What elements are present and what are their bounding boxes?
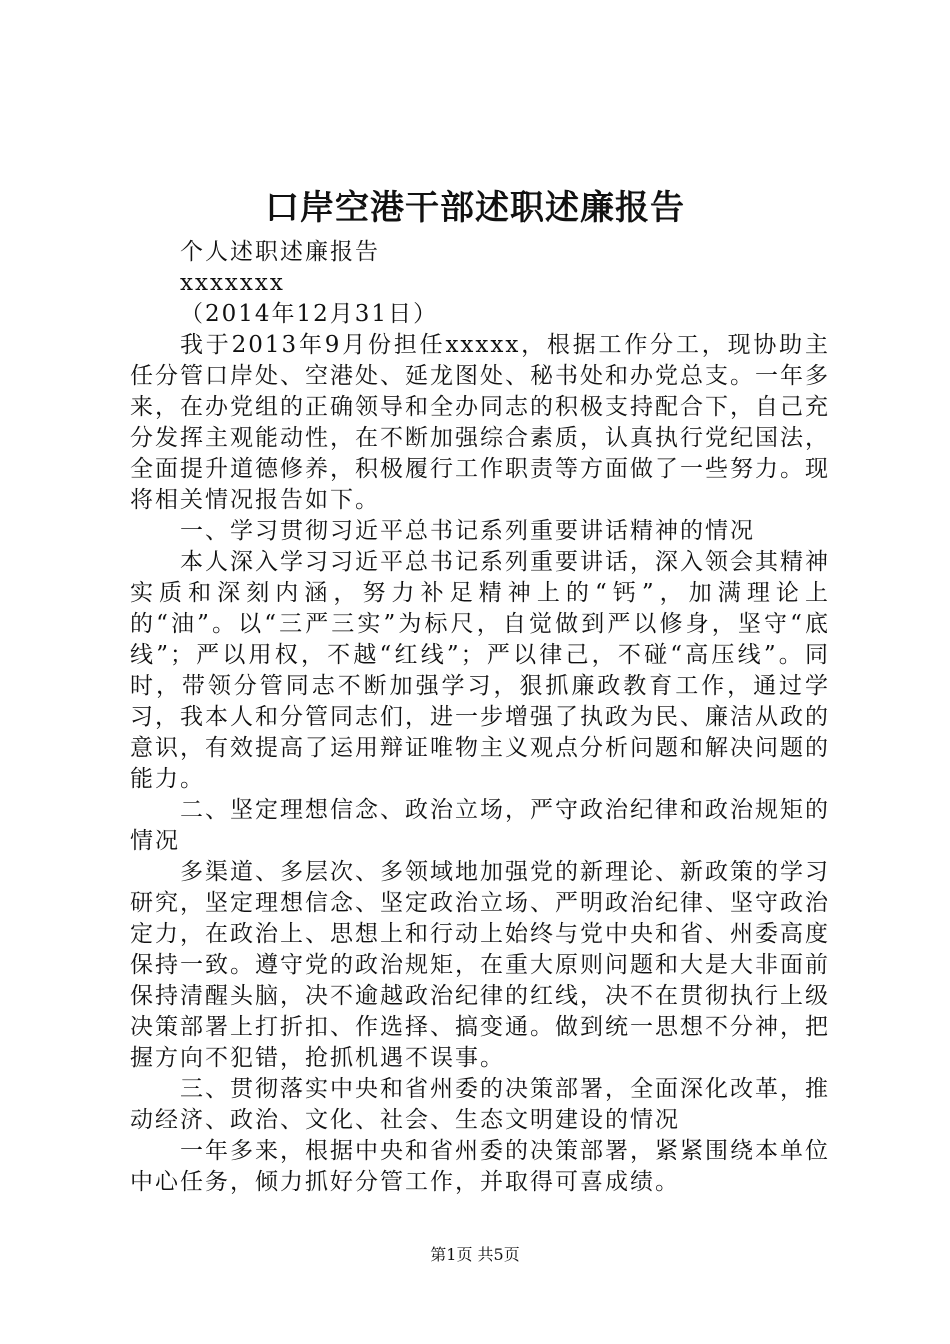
section-heading-2: 二、坚定理想信念、政治立场，严守政治纪律和政治规矩的情况 [130, 797, 830, 854]
section-heading-3: 三、贯彻落实中央和省州委的决策部署，全面深化改革，推动经济、政治、文化、社会、生态文明建设的情况 [130, 1076, 830, 1133]
paragraph-subtitle: 个人述职述廉报告 [180, 239, 380, 265]
paragraph-section-1: 本人深入学习习近平总书记系列重要讲话，深入领会其精神实质和深刻内涵，努力补足精神上的“钙”，加满理论上的“油”。以“三严三实”为标尺，自觉做到严以修身，坚守“底线”；严以用权，不越“红线”；严以律己，不碰“高压线”。同时，带领分管同志不断加强学习，狠抓廉政教育工作，通过学习，我本人和分管同志们，进一步增强了执政为民、廉洁从政的意识，有效提高了运用辩证唯物主义观点分析问题和解决问题的能力。 [130, 549, 830, 792]
section-heading-1: 一、学习贯彻习近平总书记系列重要讲话精神的情况 [180, 518, 755, 544]
paragraph-section-2: 多渠道、多层次、多领域地加强党的新理论、新政策的学习研究，坚定理想信念、坚定政治立场、严明政治纪律、坚守政治定力，在政治上、思想上和行动上始终与党中央和省、州委高度保持一致。遵守党的政治规矩，在重大原则问题和大是大非面前保持清醒头脑，决不逾越政治纪律的红线，决不在贯彻执行上级决策部署上打折扣、作选择、搞变通。做到统一思想不分神，把握方向不犯错，抢抓机遇不误事。 [130, 859, 830, 1071]
paragraph-date: （2014年12月31日） [180, 301, 439, 327]
document-title: 口岸空港干部述职述廉报告 [265, 188, 685, 228]
paragraph-author: xxxxxxx [180, 270, 285, 296]
paragraph-section-3: 一年多来，根据中央和省州委的决策部署，紧紧围绕本单位中心任务，倾力抓好分管工作，并取得可喜成绩。 [130, 1138, 830, 1195]
paragraph-intro: 我于2013年9月份担任xxxxx，根据工作分工，现协助主任分管口岸处、空港处、延龙图处、秘书处和办党总支。一年多来，在办党组的正确领导和全办同志的积极支持配合下，自己充分发挥主观能动性，在不断加强综合素质，认真执行党纪国法，全面提升道德修养，积极履行工作职责等方面做了一些努力。现将相关情况报告如下。 [130, 332, 830, 513]
page-footer: 第1页 共5页 [430, 1245, 520, 1264]
document-body [130, 237, 830, 1198]
